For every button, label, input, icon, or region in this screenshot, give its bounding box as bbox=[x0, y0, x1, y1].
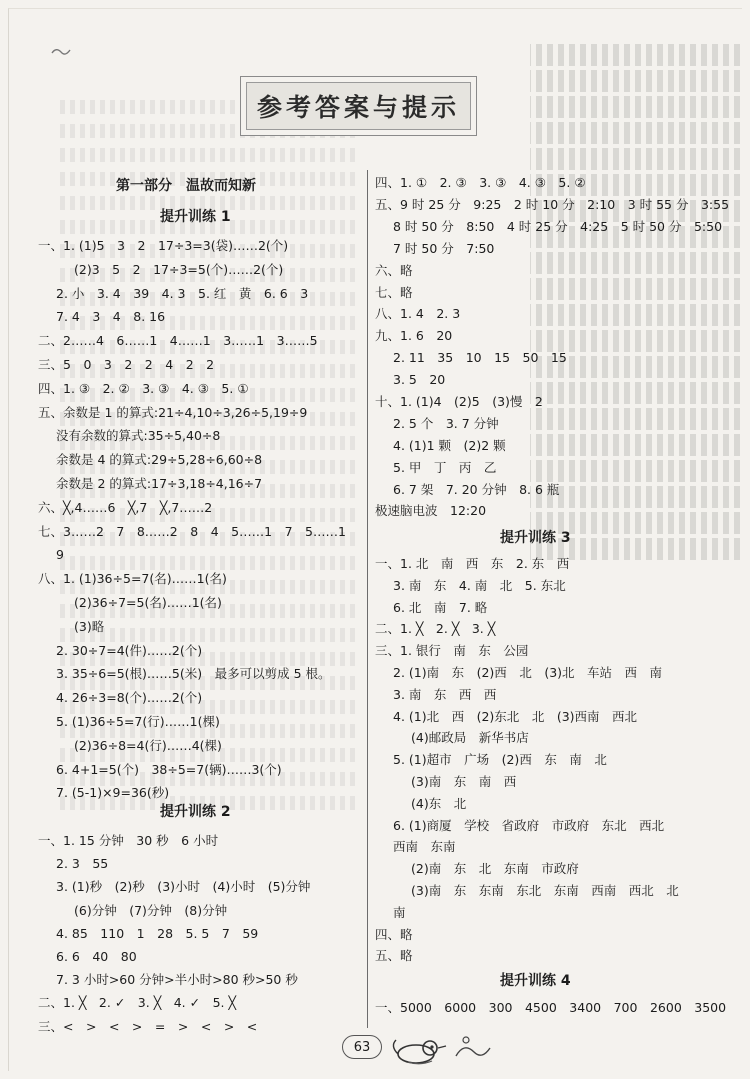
answer-line: 一、1. 15 分钟 30 秒 6 小时 bbox=[38, 833, 219, 848]
answer-line: 2. (1)南 东 (2)西 北 (3)北 车站 西 南 bbox=[393, 665, 663, 680]
answer-line: 五、余数是 1 的算式:21÷4,10÷3,26÷5,19÷9 bbox=[38, 405, 308, 420]
answer-line: 余数是 4 的算式:29÷5,28÷6,60÷8 bbox=[56, 452, 263, 467]
answer-line: 六、略 bbox=[375, 263, 413, 278]
answer-line: 3. 南 东 西 西 bbox=[393, 687, 497, 702]
mascot-illustration-icon bbox=[386, 1028, 496, 1068]
answer-line: (2)南 东 北 东南 市政府 bbox=[411, 861, 579, 876]
answer-line: 九、1. 6 20 bbox=[375, 328, 453, 343]
answer-line: 二、2……4 6……1 4……1 3……1 3……5 bbox=[38, 333, 318, 348]
answer-line: 3. 5 20 bbox=[393, 372, 446, 387]
answer-line: 三、1. 银行 南 东 公园 bbox=[375, 643, 529, 658]
corner-doodle-icon bbox=[50, 46, 72, 60]
answer-line: 7. 4 3 4 8. 16 bbox=[56, 309, 166, 324]
answer-line: 6. 4+1=5(个) 38÷5=7(辆)……3(个) bbox=[56, 762, 282, 777]
answer-line: 一、1. (1)5 3 2 17÷3=3(袋)……2(个) bbox=[38, 238, 289, 253]
answer-line: (2)36÷7=5(名)……1(名) bbox=[74, 595, 222, 610]
page-number-text: 63 bbox=[353, 1039, 371, 1055]
answer-line: 七、3……2 7 8……2 8 4 5……1 7 5……1 bbox=[38, 524, 346, 539]
section-title: 提升训练 3 bbox=[500, 530, 571, 546]
answer-line: (6)分钟 (7)分钟 (8)分钟 bbox=[74, 903, 228, 918]
answer-line: 六、╳,4……6 ╳,7 ╳,7……2 bbox=[38, 500, 213, 515]
answer-line: 没有余数的算式:35÷5,40÷8 bbox=[56, 428, 221, 443]
answer-line: 四、略 bbox=[375, 927, 413, 942]
answer-line: 一、1. 北 南 西 东 2. 东 西 bbox=[375, 556, 570, 571]
answer-line: 6. 北 南 7. 略 bbox=[393, 600, 488, 615]
answer-line: 7. 3 小时>60 分钟>半小时>80 秒>50 秒 bbox=[56, 972, 298, 987]
answer-line: 四、1. ③ 2. ② 3. ③ 4. ③ 5. ① bbox=[38, 381, 249, 396]
answer-line: 西南 东南 bbox=[393, 839, 456, 854]
answer-line: 3. (1)秒 (2)秒 (3)小时 (4)小时 (5)分钟 bbox=[56, 879, 311, 894]
answer-line: 南 bbox=[393, 905, 406, 920]
answer-line: 三、< > < > = > < > < bbox=[38, 1019, 258, 1034]
answer-line: 3. 南 东 4. 南 北 5. 东北 bbox=[393, 578, 566, 593]
answer-line: 7. (5-1)×9=36(秒) bbox=[56, 785, 170, 800]
answer-line: (3)南 东 南 西 bbox=[411, 774, 517, 789]
answer-line: 6. 7 架 7. 20 分钟 8. 6 瓶 bbox=[393, 482, 560, 497]
answer-line: 7 时 50 分 7:50 bbox=[393, 241, 495, 256]
section-title: 提升训练 2 bbox=[160, 804, 231, 820]
answer-line: 2. 3 55 bbox=[56, 856, 109, 871]
section-title: 提升训练 4 bbox=[500, 973, 571, 989]
answer-line: 五、略 bbox=[375, 948, 413, 963]
answer-line: 八、1. 4 2. 3 bbox=[375, 306, 461, 321]
answer-line: (2)36÷8=4(行)……4(棵) bbox=[74, 738, 222, 753]
answer-line: 4. (1)1 颗 (2)2 颗 bbox=[393, 438, 506, 453]
answer-line: 2. 5 个 3. 7 分钟 bbox=[393, 416, 499, 431]
answer-line: 八、1. (1)36÷5=7(名)……1(名) bbox=[38, 571, 227, 586]
answer-line: 三、5 0 3 2 2 4 2 2 bbox=[38, 357, 215, 372]
answer-line: (2)3 5 2 17÷3=5(个)……2(个) bbox=[74, 262, 284, 277]
page-title: 参考答案与提示 bbox=[256, 93, 460, 122]
answer-line: 2. 30÷7=4(件)……2(个) bbox=[56, 643, 203, 658]
answer-line: 2. 小 3. 4 39 4. 3 5. 红 黄 6. 6 3 bbox=[56, 286, 309, 301]
answer-line: 一、5000 6000 300 4500 3400 700 2600 3500 bbox=[375, 1000, 727, 1015]
answer-line: 6. 6 40 80 bbox=[56, 949, 137, 964]
answer-line: 4. 26÷3=8(个)……2(个) bbox=[56, 690, 203, 705]
answer-line: 十、1. (1)4 (2)5 (3)慢 2 bbox=[375, 394, 543, 409]
answer-line: (3)略 bbox=[74, 619, 105, 634]
answer-line: 6. (1)商厦 学校 省政府 市政府 东北 西北 bbox=[393, 818, 665, 833]
answer-line: 二、1. ╳ 2. ╳ 3. ╳ bbox=[375, 621, 496, 636]
answer-line: (4)东 北 bbox=[411, 796, 467, 811]
answer-line: 5. (1)超市 广场 (2)西 东 南 北 bbox=[393, 752, 607, 767]
part-title: 第一部分 温故而知新 bbox=[116, 178, 256, 194]
answer-line: 5. (1)36÷5=7(行)……1(棵) bbox=[56, 714, 220, 729]
answer-line: 3. 35÷6=5(根)……5(米) 最多可以剪成 5 根。 bbox=[56, 666, 331, 681]
answer-line: 5. 甲 丁 丙 乙 bbox=[393, 460, 497, 475]
answer-line: 七、略 bbox=[375, 285, 413, 300]
page-title-box bbox=[240, 76, 477, 136]
answer-line: 五、9 时 25 分 9:25 2 时 10 分 2:10 3 时 55 分 3:55 bbox=[375, 197, 730, 212]
answer-line: 四、1. ① 2. ③ 3. ③ 4. ③ 5. ② bbox=[375, 175, 586, 190]
answer-line: 二、1. ╳ 2. ✓ 3. ╳ 4. ✓ 5. ╳ bbox=[38, 995, 237, 1010]
answer-line: 4. (1)北 西 (2)东北 北 (3)西南 西北 bbox=[393, 709, 638, 724]
answer-line: 余数是 2 的算式:17÷3,18÷4,16÷7 bbox=[56, 476, 263, 491]
answer-line: 2. 11 35 10 15 50 15 bbox=[393, 350, 567, 365]
answer-line: 4. 85 110 1 28 5. 5 7 59 bbox=[56, 926, 259, 941]
page-number bbox=[342, 1035, 382, 1059]
column-divider bbox=[367, 170, 368, 1028]
answer-line: 8 时 50 分 8:50 4 时 25 分 4:25 5 时 50 分 5:50 bbox=[393, 219, 723, 234]
answer-line: 极速脑电波 12:20 bbox=[375, 503, 487, 518]
answer-line: (3)南 东 东南 东北 东南 西南 西北 北 bbox=[411, 883, 679, 898]
answer-line: 9 bbox=[56, 547, 64, 562]
section-title: 提升训练 1 bbox=[160, 209, 231, 225]
answer-line: (4)邮政局 新华书店 bbox=[411, 730, 529, 745]
